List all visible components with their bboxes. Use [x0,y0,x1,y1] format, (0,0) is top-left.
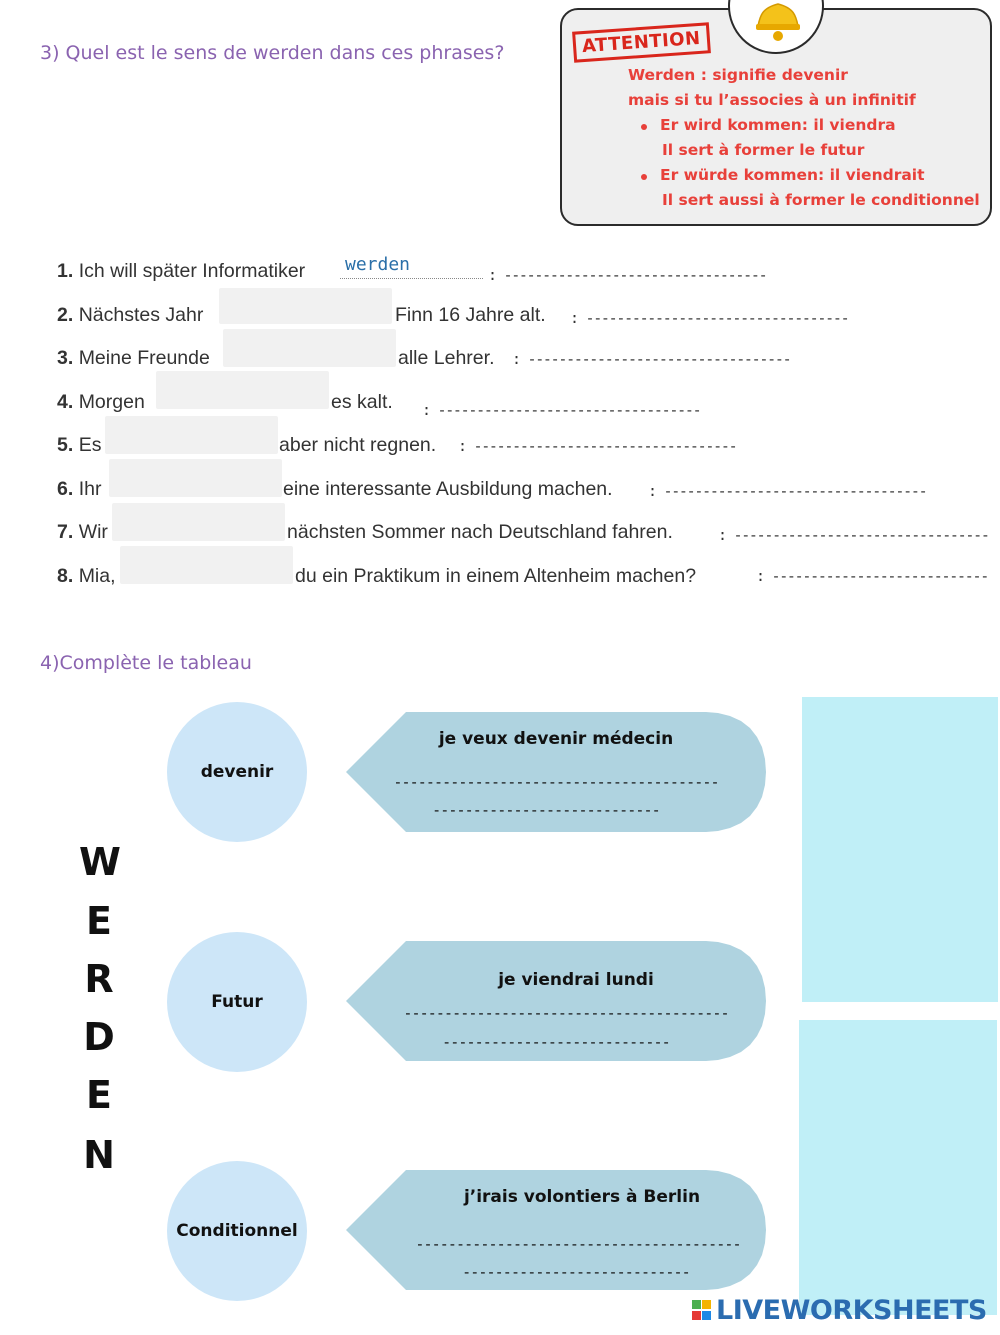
category-circle [167,932,307,1072]
answer-input[interactable] [105,416,278,454]
attention-line: Il sert aussi à former le conditionnel [662,191,980,209]
meaning-line[interactable]: : --------------------------------- [718,526,989,544]
row-text-after: aber nicht regnen. [279,434,437,456]
exercise-row [57,478,101,501]
attention-line: mais si tu l’associes à un infinitif [628,91,916,109]
exercise-row [57,521,108,544]
row-number: 4. [57,391,74,413]
category-circle [167,702,307,842]
werden-letter: W [79,840,121,884]
werden-letter: D [83,1015,115,1059]
bullet-icon [641,174,647,180]
answer-line[interactable]: ---------------------------------------- [415,1235,741,1253]
brand-text: LIVEWORKSHEETS [716,1295,987,1326]
bullet-icon [641,124,647,130]
answer-value: werden [345,254,411,275]
werden-letter: E [86,1073,112,1117]
row-number: 2. [57,304,74,326]
row-text-after: du ein Praktikum in einem Altenheim machen? [295,565,697,587]
row-text-before: Nächstes Jahr [78,304,204,326]
row-number: 6. [57,478,74,500]
attention-line: Werden : signifie devenir [628,66,848,84]
meaning-line[interactable]: : ---------------------------- [756,567,988,585]
answer-line[interactable]: ---------------------------- [432,801,660,819]
category-label: Futur [211,992,263,1012]
meaning-line[interactable]: : ---------------------------------- [488,266,767,284]
example-text: je veux devenir médecin [438,729,674,749]
row-number: 5. [57,434,74,456]
answer-input[interactable] [340,256,483,279]
category-circle [167,1161,307,1301]
answer-line[interactable]: ---------------------------------------- [393,773,719,791]
attention-stamp: ATTENTION [572,22,711,62]
exercise-row [57,565,116,588]
row-number: 3. [57,347,74,369]
example-text: j’irais volontiers à Berlin [463,1187,701,1207]
row-text-after: es kalt. [331,391,393,413]
attention-line: Er würde kommen: il viendrait [660,166,925,184]
category-label: devenir [200,762,274,782]
meaning-line[interactable]: : ---------------------------------- [512,350,791,368]
answer-panel[interactable] [802,697,998,1002]
row-text-after: nächsten Sommer nach Deutschland fahren. [287,521,673,543]
werden-letter: E [86,899,112,943]
row-text-before: Ihr [78,478,102,500]
werden-letter: R [84,957,114,1001]
row-number: 7. [57,521,74,543]
row-text-before: Morgen [78,391,145,413]
answer-line[interactable]: ---------------------------- [442,1033,670,1051]
answer-input[interactable] [120,546,293,584]
meaning-line[interactable]: : ---------------------------------- [422,401,701,419]
attention-line: Il sert à former le futur [662,141,865,159]
section-3-title: 3) Quel est le sens de werden dans ces phrases? [40,42,505,64]
exercise-row [57,304,203,327]
answer-line[interactable]: ---------------------------------------- [403,1004,729,1022]
answer-input[interactable] [219,288,392,324]
row-text-before: Wir [78,521,108,543]
row-text-after: Finn 16 Jahre alt. [395,304,546,326]
answer-input[interactable] [109,459,282,497]
row-text-after: alle Lehrer. [398,347,495,369]
meaning-line[interactable]: : ---------------------------------- [570,309,849,327]
liveworksheets-logo-icon [692,1298,712,1324]
exercise-row [57,434,101,457]
meaning-line[interactable]: : ---------------------------------- [458,437,737,455]
meaning-line[interactable]: : ---------------------------------- [648,482,927,500]
category-label: Conditionnel [176,1221,298,1241]
exercise-row [57,347,210,370]
example-text: je viendrai lundi [498,970,654,990]
row-text-after: eine interessante Ausbildung machen. [283,478,613,500]
row-text-before: Ich will später Informatiker [78,260,306,282]
section-4-title: 4)Complète le tableau [40,652,252,674]
row-text-before: Meine Freunde [78,347,210,369]
exercise-row [57,260,305,283]
answer-panel[interactable] [799,1020,997,1315]
row-number: 8. [57,565,74,587]
row-number: 1. [57,260,74,282]
werden-letter: N [83,1133,115,1177]
attention-line: Er wird kommen: il viendra [660,116,896,134]
answer-input[interactable] [223,329,396,367]
answer-input[interactable] [112,503,285,541]
row-text-before: Es [78,434,102,456]
answer-line[interactable]: ---------------------------- [462,1263,690,1281]
exercise-row [57,391,145,414]
answer-input[interactable] [156,371,329,409]
row-text-before: Mia, [78,565,116,587]
